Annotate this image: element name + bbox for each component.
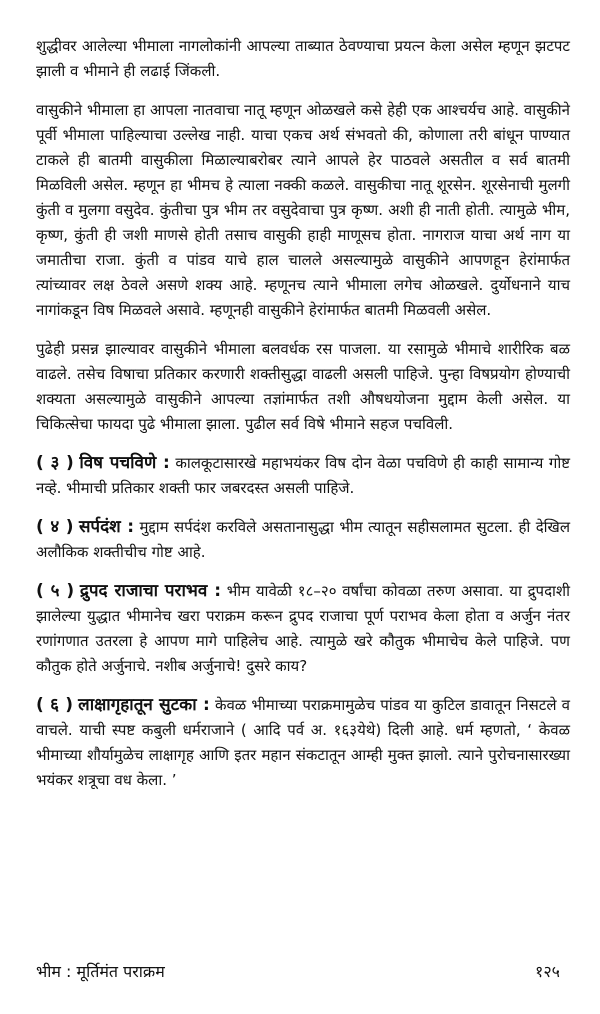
page-number: १२५ — [535, 962, 560, 981]
section-4-text: मुद्दाम सर्पदंश करविले असतानासुद्धा भीम त्यातून सहीसलामत सुटला. ही देखिल अलौकिक शक्तीचीच गोष्ट आहे. — [36, 518, 570, 561]
section-5-title: द्रुपद राजाचा पराभव : — [79, 581, 221, 601]
section-5-text: भीम यावेळी १८–२० वर्षांचा कोवळा तरुण असावा. या द्रुपदाशी झालेल्या युद्धात भीमानेच खरा पराक्रम करून द्रुपद राजाचा पूर्ण पराभव केला होता व अर्जुन नंतर रणांगणात उतरला हे आपण मागे पाहिलेच आहे. त्यामुळे खरे कौतुक भीमाचेच केले पाहिजे. पण कौतुक होते अर्जुनाचे. नशीब अर्जुनाचे! दुसरे काय? — [36, 582, 571, 675]
section-6-title: लाक्षागृहातून सुटका : — [78, 695, 210, 715]
section-6-text: केवळ भीमाच्या पराक्रमामुळेच पांडव या कुटिल डावातून निसटले व वाचले. याची स्पष्ट कबुली धर्मराजाने ( आदि पर्व अ. १६३येथे) दिली आहे. धर्म म्हणतो, ‘ केवळ भीमाच्या शौर्यामुळेच लाक्षागृह आणि इतर महान संकटातून आम्ही मुक्त झालो. त्याने पुरोचनासारख्या भयंकर शत्रूचा वध केला. ’ — [36, 696, 571, 789]
section-4 — [36, 515, 570, 565]
page-footer — [36, 960, 560, 982]
section-6-number: ( ६ ) — [36, 695, 73, 715]
section-3 — [36, 451, 570, 501]
section-3-number: ( ३ ) — [36, 453, 74, 473]
section-3-title: विष पचविणे : — [79, 453, 170, 473]
section-4-title: सर्पदंश : — [78, 517, 135, 537]
running-title: भीम : मूर्तिमंत पराक्रम — [36, 962, 165, 981]
paragraph-1: शुद्धीवर आलेल्या भीमाला नागलोकांनी आपल्या ताब्यात ठेवण्याचा प्रयत्न केला असेल म्हणून झटपट झाली व भीमाने ही लढाई जिंकली. — [36, 37, 570, 80]
section-6 — [36, 693, 570, 793]
section-5-number: ( ५ ) — [36, 581, 75, 601]
paragraph-3: पुढेही प्रसन्न झाल्यावर वासुकीने भीमाला बलवर्धक रस पाजला. या रसामुळे भीमाचे शारीरिक बळ वाढले. तसेच विषाचा प्रतिकार करणारी शक्तीसुद्धा वाढली असली पाहिजे. पुन्हा विषप्रयोग होण्याची शक्यता असल्यामुळे वासुकीने आपल्या तज्ञांमार्फत तशी औषधयोजना मुद्दाम केली असेल. या चिकित्सेचा फायदा पुढे भीमाला झाला. पुढील सर्व विषे भीमाने सहज पचविली. — [36, 340, 570, 433]
section-4-number: ( ४ ) — [36, 517, 74, 537]
section-3-text: कालकूटासारखे महाभयंकर विष दोन वेळा पचविणे ही काही सामान्य गोष्ट नव्हे. भीमाची प्रतिकार शक्ती फार जबरदस्त असली पाहिजे. — [36, 454, 570, 497]
paragraph-2: वासुकीने भीमाला हा आपला नातवाचा नातू म्हणून ओळखले कसे हेही एक आश्चर्यच आहे. वासुकीने पूर्वी भीमाला पाहिल्याचा उल्लेख नाही. याचा एकच अर्थ संभवतो की, कोणाला तरी बांधून पाण्यात टाकले ही बातमी वासुकीला मिळाल्याबरोबर त्याने आपले हेर पाठवले असतील व सर्व बातमी मिळविली असेल. म्हणून हा भीमच हे त्याला नक्की कळले. वासुकीचा नातू शूरसेन. शूरसेनाची मुलगी कुंती व मुलगा वसुदेव. कुंतीचा पुत्र भीम तर वसुदेवाचा पुत्र कृष्ण. अशी ही नाती होती. त्यामुळे भीम, कृष्ण, कुंती ही जशी माणसे होती तसाच वासुकी हाही माणूसच होता. नागराज याचा अर्थ नाग या जमातीचा राजा. कुंती व पांडव याचे हाल चालले असल्यामुळे वासुकीने आपणहून हेरांमार्फत त्यांच्यावर लक्ष ठेवले असणे शक्य आहे. म्हणूनच त्याने भीमाला लगेच ओळखले. दुर्योधनाने याच नागांकडून विष मिळवले असावे. म्हणूनही वासुकीने हेरांमार्फत बातमी मिळवली असेल. — [36, 101, 570, 319]
section-5 — [36, 579, 570, 679]
